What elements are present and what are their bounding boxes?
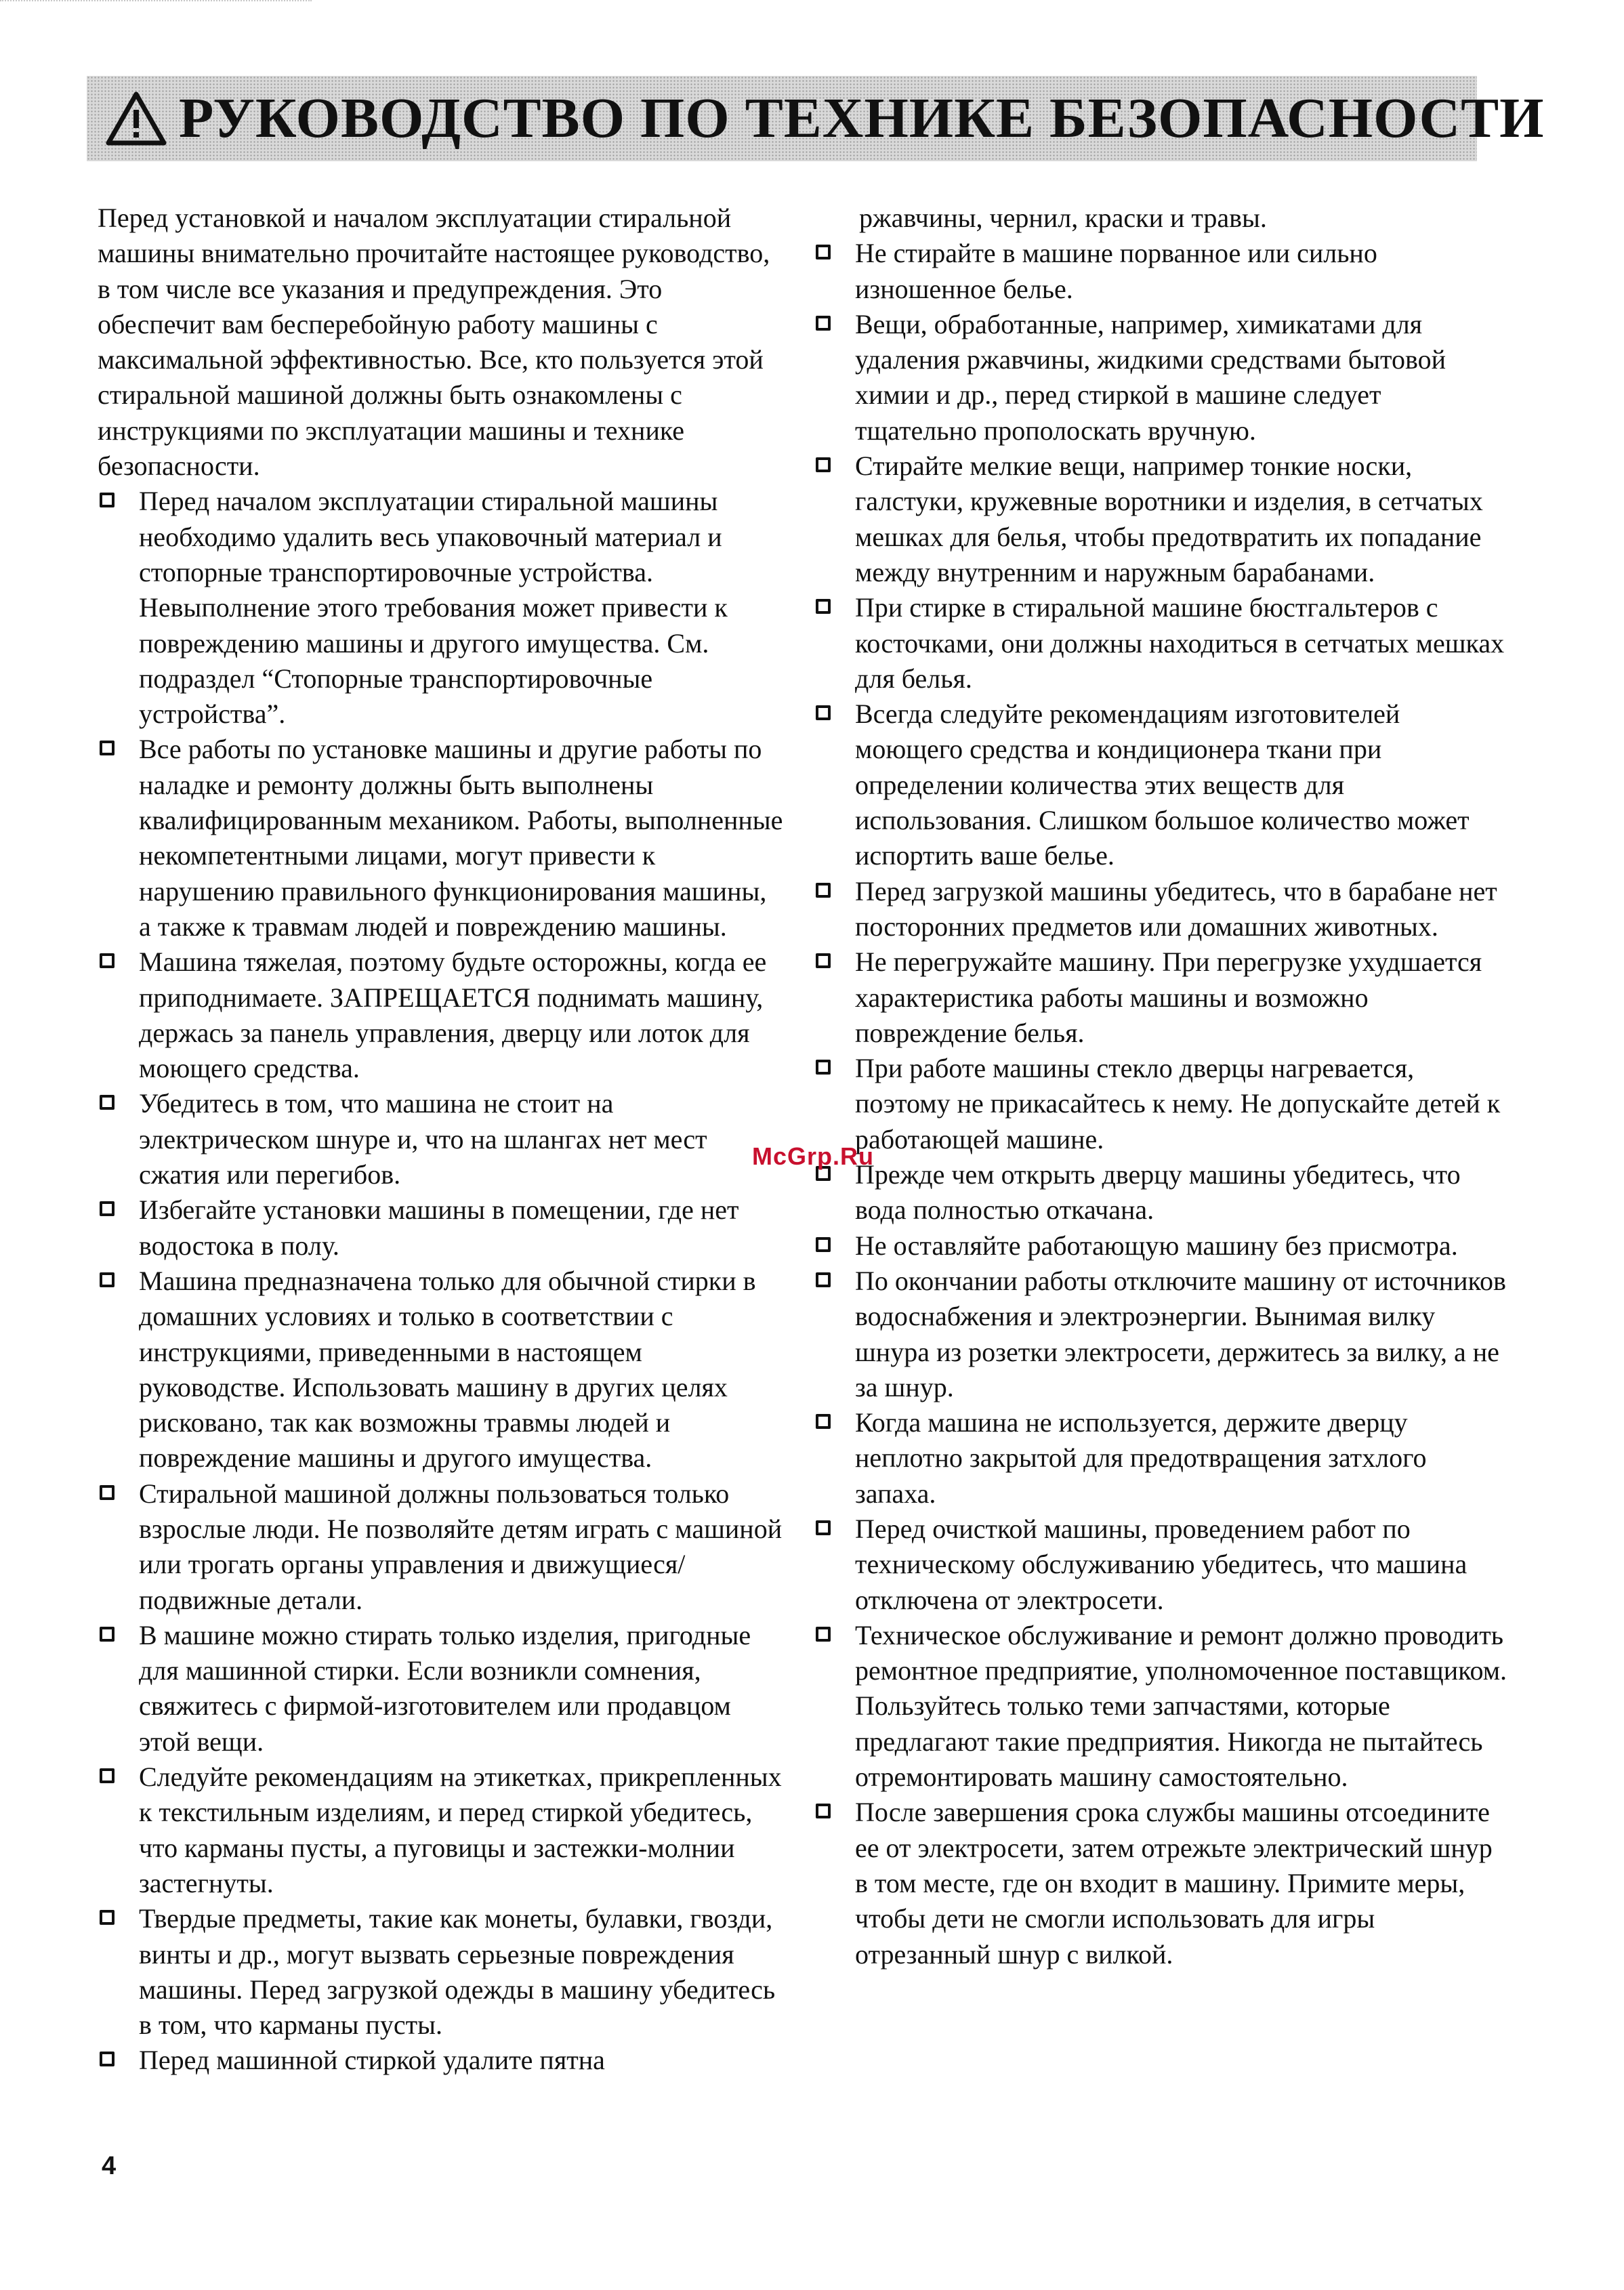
list-item-text: Машина тяжелая, поэтому будьте осторожны, когда ее приподнимаете. ЗАПРЕЩАЕТСЯ поднимать машину, держась за панель управления, дверцу или лоток для моющего средства. (139, 946, 767, 1084)
section-header (87, 76, 1545, 161)
page-number: 4 (102, 2152, 117, 2180)
list-item (96, 732, 783, 944)
checkbox-bullet-icon (100, 2052, 114, 2066)
list-item (96, 1901, 783, 2043)
list-item (812, 1405, 1510, 1512)
watermark: McGrp.Ru (752, 1142, 875, 1170)
list-item-text: Перед загрузкой машины убедитесь, что в барабане нет посторонних предметов или домашних животных. (855, 875, 1497, 942)
list-item (96, 1264, 783, 1476)
list-item-text: Избегайте установки машины в помещении, где нет водостока в полу. (139, 1194, 739, 1261)
list-item-text: Следуйте рекомендациям на этикетках, прикрепленных к текстильным изделиям, и перед стиркой убедитесь, что карманы пусты, а пуговицы и застежки-молнии застегнуты. (139, 1762, 782, 1898)
checkbox-bullet-icon (100, 1095, 114, 1110)
list-item-text: При работе машины стекло дверцы нагревается, поэтому не прикасайтесь к нему. Не допускайте детей к работающей машине. (855, 1053, 1501, 1154)
checkbox-bullet-icon (100, 953, 114, 968)
list-item (812, 1157, 1510, 1228)
list-item (812, 696, 1510, 873)
list-item-text: Всегда следуйте рекомендациям изготовителей моющего средства и кондиционера ткани при определении количества этих веществ для использования. Слишком большое количество может испортить ваше белье. (855, 699, 1470, 871)
scan-top-dots (0, 0, 312, 7)
left-bullet-list (96, 484, 783, 2078)
list-item (812, 944, 1510, 1051)
list-item (812, 236, 1510, 307)
list-item (812, 1618, 1510, 1795)
list-item (812, 1264, 1510, 1405)
intro-paragraph: Перед установкой и началом эксплуатации стиральной машины внимательно прочитайте настоящее руководство, в том числе все указания и предупреждения. Это обеспечит вам бесперебойную работу машины с максимальной эффективностью. Все, кто пользуется этой стиральной машиной должны быть ознакомлены с инструкциями по эксплуатации машины и технике безопасности. (98, 203, 770, 482)
list-item-text: Вещи, обработанные, например, химикатами для удаления ржавчины, жидкими средствами бытовой химии и др., перед стиркой в машине следует тщательно прополоскать вручную. (855, 308, 1446, 446)
list-item (96, 1760, 783, 1901)
checkbox-bullet-icon (100, 493, 114, 507)
list-item-text: Техническое обслуживание и ремонт должно проводить ремонтное предприятие, уполномоченное поставщиком. Пользуйтесь только теми запчастями, которые предлагают такие предприятия. Никогда не пытайтесь отремонтировать машину самостоятельно. (855, 1619, 1507, 1793)
checkbox-bullet-icon (816, 599, 831, 614)
list-item-text: Все работы по установке машины и другие работы по наладке и ремонту должны быть выполнены квалифицированным механиком. Работы, выполненные некомпетентными лицами, могут привести к нарушению правильного функционирования машины, а также к травмам людей и повреждению машины. (139, 734, 783, 942)
checkbox-bullet-icon (100, 1272, 114, 1287)
checkbox-bullet-icon (816, 245, 831, 259)
checkbox-bullet-icon (816, 883, 831, 898)
list-item (812, 590, 1510, 696)
right-bullet-list (812, 236, 1510, 1972)
list-item-text: При стирке в стиральной машине бюстгальтеров с косточками, они должны находиться в сетчатых мешках для белья. (855, 592, 1505, 694)
list-item (812, 449, 1510, 590)
list-item-text: Стиральной машиной должны пользоваться только взрослые люди. Не позволяйте детям играть с машиной или трогать органы управления и движущиеся/подвижные детали. (139, 1478, 783, 1615)
list-item-text: Твердые предметы, такие как монеты, булавки, гвозди, винты и др., могут вызвать серьезные повреждения машины. Перед загрузкой одежды в машину убедитесь в том, что карманы пусты. (139, 1903, 776, 2041)
list-item (812, 1051, 1510, 1157)
list-item-text: Машина предназначена только для обычной стирки в домашних условиях и только в соответствии с инструкциями, приведенными в настоящем руководстве. Использовать машину в других целях рисковано, так как возможны травмы людей и повреждение машины и другого имущества. (139, 1265, 756, 1474)
list-item-text: Перед машинной стиркой удалите пятна (139, 2045, 605, 2076)
list-item-text: После завершения срока службы машины отсоедините ее от электросети, затем отрежьте электрический шнур в том месте, где он входит в машину. Примите меры, чтобы дети не смогли использовать для игры отрезанный шнур с вилкой. (855, 1797, 1493, 1970)
list-item (96, 1618, 783, 1760)
checkbox-bullet-icon (816, 1414, 831, 1429)
checkbox-bullet-icon (816, 1237, 831, 1252)
checkbox-bullet-icon (100, 1485, 114, 1500)
list-item-text: Не перегружайте машину. При перегрузке ухудшается характеристика работы машины и возможно повреждение белья. (855, 946, 1482, 1048)
list-item (96, 1086, 783, 1192)
list-item (96, 944, 783, 1086)
checkbox-bullet-icon (816, 1272, 831, 1287)
list-item-text: В машине можно стирать только изделия, пригодные для машинной стирки. Если возникли сомнения, свяжитесь с фирмой-изготовителем или продавцом этой вещи. (139, 1619, 751, 1757)
list-item (96, 1192, 783, 1264)
checkbox-bullet-icon (816, 1060, 831, 1075)
checkbox-bullet-icon (100, 1201, 114, 1216)
list-item-text: Убедитесь в том, что машина не стоит на электрическом шнуре и, что на шлангах нет мест сжатия или перегибов. (139, 1088, 707, 1190)
right-column (812, 201, 1510, 1972)
list-item-text: Перед началом эксплуатации стиральной машины необходимо удалить весь упаковочный материал и стопорные транспортировочные устройства. Невыполнение этого требования может привести к повреждению машины и другого имущества. См. подраздел “Стопорные транспортировочные устройства”. (139, 486, 728, 730)
list-item-text: Стирайте мелкие вещи, например тонкие носки, галстуки, кружевные воротники и изделия, в сетчатых мешках для белья, чтобы предотвратить их попадание между внутренним и наружным барабанами. (855, 451, 1483, 587)
list-item-text: По окончании работы отключите машину от источников водоснабжения и электроэнергии. Вынимая вилку шнура из розетки электросети, держитесь за вилку, а не за шнур. (855, 1265, 1506, 1402)
checkbox-bullet-icon (816, 1804, 831, 1818)
list-item (812, 874, 1510, 945)
checkbox-bullet-icon (816, 705, 831, 720)
list-item (812, 1228, 1510, 1264)
left-column (96, 201, 783, 2079)
list-item-text: Перед очисткой машины, проведением работ по техническому обслуживанию убедитесь, что машина отключена от электросети. (855, 1513, 1467, 1615)
list-item (812, 1795, 1510, 1972)
list-item-text: Не оставляйте работающую машину без присмотра. (855, 1230, 1458, 1261)
checkbox-bullet-icon (816, 1627, 831, 1642)
checkbox-bullet-icon (100, 1768, 114, 1783)
list-item (812, 1512, 1510, 1618)
list-item (96, 1476, 783, 1618)
checkbox-bullet-icon (816, 316, 831, 331)
warning-triangle-icon (106, 91, 167, 146)
list-item-text: Не стирайте в машине порванное или сильно изношенное белье. (855, 238, 1377, 304)
list-item (96, 484, 783, 732)
checkbox-bullet-icon (100, 1627, 114, 1642)
checkbox-bullet-icon (100, 1910, 114, 1925)
continued-text: ржавчины, чернил, краски и травы. (859, 203, 1267, 233)
checkbox-bullet-icon (100, 741, 114, 755)
page-title: РУКОВОДСТВО ПО ТЕХНИКЕ БЕЗОПАСНОСТИ (179, 87, 1545, 150)
list-item (812, 307, 1510, 449)
list-item (96, 2043, 783, 2078)
checkbox-bullet-icon (816, 457, 831, 472)
list-item-text: Когда машина не используется, держите дверцу неплотно закрытой для предотвращения затхлого запаха. (855, 1407, 1427, 1509)
checkbox-bullet-icon (816, 953, 831, 968)
checkbox-bullet-icon (816, 1520, 831, 1535)
list-item-text: Прежде чем открыть дверцу машины убедитесь, что вода полностью откачана. (855, 1159, 1461, 1226)
